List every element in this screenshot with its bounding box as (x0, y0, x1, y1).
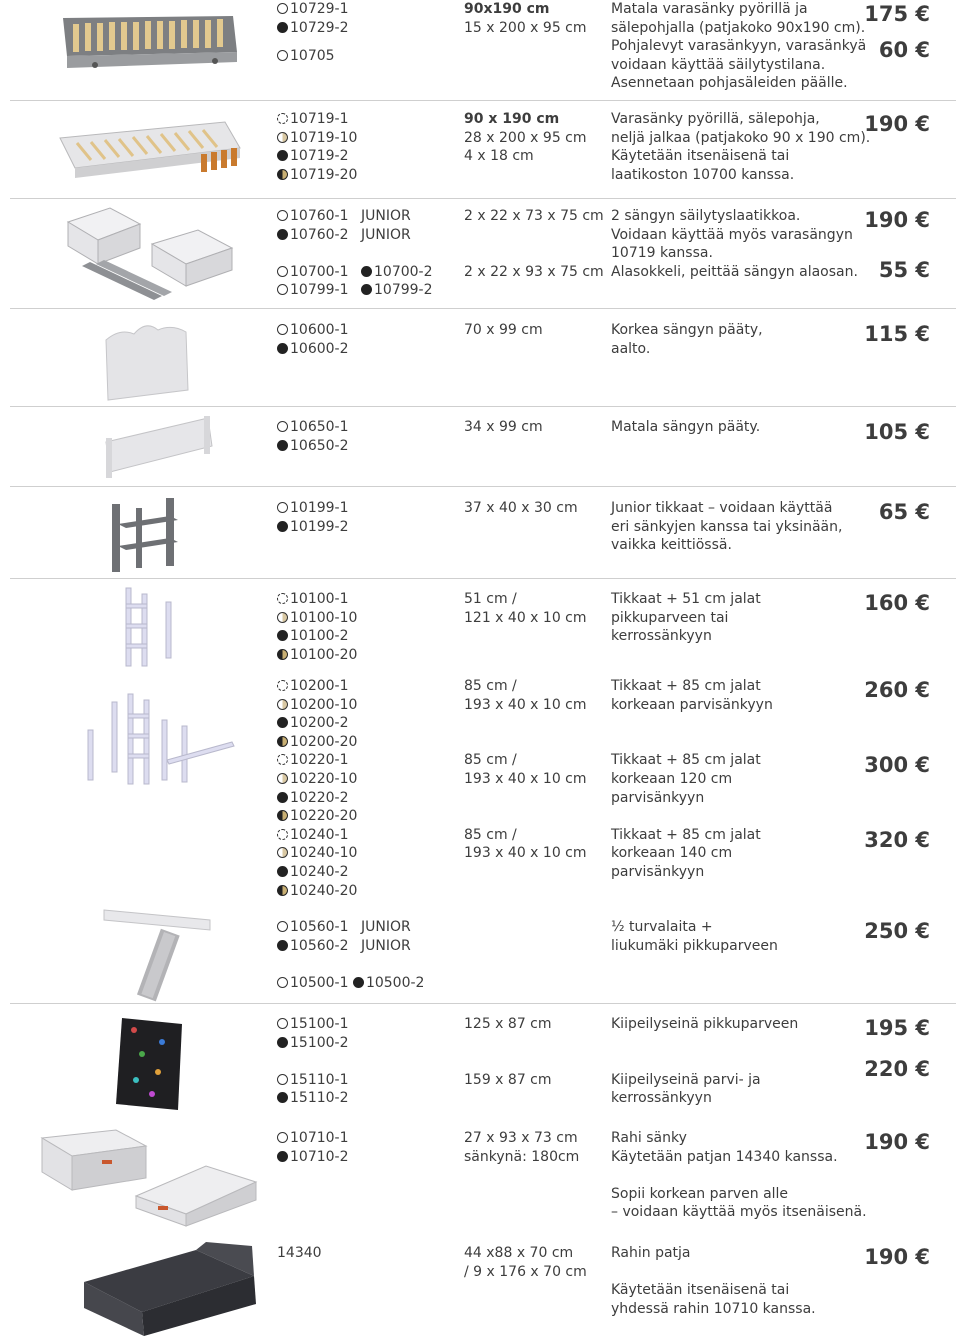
product-codes (277, 110, 357, 184)
code-item (277, 321, 349, 340)
size-line: 193 x 40 x 10 cm (464, 845, 587, 862)
desc-line: 2 sängyn säilytyslaatikkoa. (611, 208, 801, 224)
code-item (277, 882, 357, 901)
product-size (464, 207, 604, 281)
desc-line: Matala varasänky pyörillä ja (611, 1, 808, 17)
product-size (464, 0, 587, 37)
code-item (361, 281, 433, 300)
product-codes (277, 0, 349, 66)
code-label: 15100-2 (290, 1034, 349, 1051)
white-color-icon (277, 266, 288, 277)
white-wood-color-icon (277, 847, 288, 858)
product-description (611, 590, 761, 646)
grey-color-icon (277, 792, 288, 803)
trundle-bed-image (55, 12, 245, 72)
row-divider (10, 406, 956, 407)
product-size (464, 1244, 587, 1281)
code-label: 10705 (290, 48, 335, 65)
code-item (277, 499, 349, 518)
grey-color-icon (277, 866, 288, 877)
code-item (277, 281, 349, 300)
code-label: 10700-2 (374, 263, 433, 280)
white-color-icon (277, 324, 288, 335)
code-item (277, 627, 357, 646)
product-size (464, 590, 587, 627)
code-item (277, 129, 357, 148)
desc-line: Matala sängyn pääty. (611, 419, 761, 435)
desc-line: aalto. (611, 340, 651, 357)
code-item (277, 826, 357, 845)
white-color-icon (277, 502, 288, 513)
desc-line: ½ turvalaita + (611, 919, 713, 935)
desc-line: Asennetaan pohjasäleiden päälle. (611, 75, 848, 92)
high-headboard-image (100, 318, 200, 402)
price: 220 € (864, 1057, 930, 1081)
code-item (277, 437, 349, 456)
size-line: sänkynä: 180cm (464, 1148, 580, 1165)
desc-line: parvisänkyyn (611, 863, 705, 880)
product-description (611, 1244, 816, 1318)
code-label: 10650-2 (290, 437, 349, 454)
price: 115 € (864, 322, 930, 346)
white-color-icon (277, 3, 288, 14)
price: 55 € (878, 258, 930, 282)
grey-color-icon (277, 1092, 288, 1103)
code-label: 10700-1 (290, 263, 349, 280)
grey-wood-color-icon (277, 736, 288, 747)
ottoman-mattress-image (76, 1242, 266, 1338)
code-item (277, 974, 424, 993)
product-description (611, 110, 870, 184)
junior-label: JUNIOR (361, 208, 411, 224)
code-label: 10200-10 (290, 696, 358, 713)
product-codes (277, 1244, 322, 1263)
junior-label: JUNIOR (361, 226, 411, 243)
size-line: 85 cm / (464, 678, 517, 694)
size-line: 193 x 40 x 10 cm (464, 770, 587, 787)
grey-color-icon (353, 977, 364, 988)
product-codes (277, 1129, 349, 1166)
code-label: 10500-1 (290, 974, 349, 991)
code-item (277, 863, 357, 882)
low-footboard-image (100, 412, 220, 484)
row-divider (10, 198, 956, 199)
size-line: 90 x 190 cm (464, 111, 560, 127)
desc-line: vaikka keittiössä. (611, 537, 732, 554)
white-color-icon (277, 1132, 288, 1143)
grey-color-icon (277, 717, 288, 728)
price: 250 € (864, 919, 930, 943)
desc-line: sälepohjalla (patjakoko 90x190 cm). (611, 19, 866, 36)
price: 105 € (864, 420, 930, 444)
price: 65 € (878, 500, 930, 524)
white-color-icon (277, 284, 288, 295)
code-item (277, 789, 357, 808)
price: 300 € (864, 753, 930, 777)
product-codes (277, 418, 349, 455)
desc-line: korkeaan 120 cm (611, 770, 733, 787)
product-size (464, 418, 543, 437)
price: 190 € (864, 112, 930, 136)
junior-step-ladder-image (108, 494, 188, 576)
white-wood-color-icon (277, 699, 288, 710)
desc-line: Tikkaat + 85 cm jalat (611, 678, 761, 694)
code-item (277, 226, 349, 245)
code-item (277, 207, 349, 226)
product-description (611, 499, 842, 555)
desc-line: Kiipeilyseinä parvi- ja (611, 1071, 761, 1088)
white-color-icon (277, 921, 288, 932)
white-wood-color-icon (277, 132, 288, 143)
row-divider (10, 100, 956, 101)
code-label: 10710-2 (290, 1148, 349, 1165)
row-divider (10, 308, 956, 309)
size-line: 121 x 40 x 10 cm (464, 609, 587, 626)
price: 60 € (878, 38, 930, 62)
code-item (277, 646, 357, 665)
price: 195 € (864, 1016, 930, 1040)
code-label: 10240-1 (290, 826, 349, 843)
product-size (464, 499, 578, 518)
product-description (611, 321, 763, 358)
product-codes-secondary (361, 207, 433, 300)
grey-wood-color-icon (277, 810, 288, 821)
code-item (277, 147, 357, 166)
code-label: 15100-1 (290, 1016, 349, 1032)
code-item (277, 714, 357, 733)
code-item (277, 844, 357, 863)
desc-line: Käytetään itsenäisenä tai (611, 1282, 790, 1299)
storage-drawers-image (60, 204, 240, 304)
bed-with-legs-image (55, 110, 245, 190)
grey-color-icon (277, 1151, 288, 1162)
grey-color-icon (277, 521, 288, 532)
desc-line: Tikkaat + 85 cm jalat (611, 826, 761, 843)
desc-line: Alasokkeli, peittää sängyn alaosan. (611, 263, 858, 280)
code-label: 10240-2 (290, 863, 349, 880)
code-label: 10220-10 (290, 770, 358, 787)
code-item (277, 110, 357, 129)
code-label: 10199-1 (290, 500, 349, 516)
code-label: 15110-2 (290, 1090, 349, 1107)
product-size (464, 1129, 579, 1166)
code-item (277, 1015, 349, 1034)
price: 190 € (864, 1130, 930, 1154)
code-item (277, 47, 349, 66)
size-line: 90x190 cm (464, 1, 550, 17)
product-codes (277, 677, 357, 900)
code-item (277, 1148, 349, 1167)
size-line: 85 cm / (464, 752, 517, 769)
desc-line: neljä jalkaa (patjakoko 90 x 190 cm). (611, 129, 871, 146)
code-label: 10760-1 (290, 208, 349, 224)
desc-line: Rahin patja (611, 1245, 691, 1261)
grey-color-icon (277, 150, 288, 161)
code-label: 10729-1 (290, 1, 349, 17)
product-description (611, 0, 866, 93)
code-label: 10220-1 (290, 752, 349, 769)
grey-color-icon (277, 440, 288, 451)
code-item (277, 19, 349, 38)
code-item (277, 751, 357, 770)
code-label: 10199-2 (290, 518, 349, 535)
desc-line: 10719 kanssa. (611, 245, 713, 262)
code-label: 10719-10 (290, 129, 358, 146)
desc-line: kerrossänkyyn (611, 1090, 712, 1107)
desc-line: – voidaan käyttää myös itsenäisenä. (611, 1204, 867, 1221)
code-label: 10100-10 (290, 609, 358, 626)
size-line: 28 x 200 x 95 cm (464, 129, 587, 146)
product-description (611, 677, 773, 882)
code-label: 10600-2 (290, 340, 349, 357)
code-item (277, 590, 357, 609)
code-label: 10799-2 (374, 282, 433, 299)
product-size (464, 1015, 552, 1089)
grey-color-icon (361, 284, 372, 295)
row-divider (10, 1003, 956, 1004)
code-label: 10100-1 (290, 591, 349, 607)
size-line: 34 x 99 cm (464, 419, 543, 435)
code-label: 10799-1 (290, 282, 349, 299)
code-label: 10100-2 (290, 628, 349, 645)
product-description (611, 1129, 867, 1222)
code-label: 10220-2 (290, 789, 349, 806)
junior-label: JUNIOR (361, 937, 411, 954)
code-label: 10600-1 (290, 322, 349, 338)
code-label: 10719-20 (290, 166, 358, 183)
desc-line: Rahi sänky (611, 1130, 687, 1146)
product-description (611, 918, 778, 955)
ladder-85cm-image (82, 690, 242, 790)
climbing-wall-image (112, 1014, 192, 1114)
product-size (464, 677, 587, 863)
desc-line: liukumäki pikkuparveen (611, 937, 778, 954)
product-codes (277, 1015, 349, 1108)
code-item (361, 263, 433, 282)
product-codes (277, 321, 349, 358)
product-codes (277, 207, 349, 300)
desc-line: Kiipeilyseinä pikkuparveen (611, 1016, 799, 1032)
product-size (464, 321, 543, 340)
code-item (277, 1089, 349, 1108)
price: 190 € (864, 208, 930, 232)
size-line: 37 x 40 x 30 cm (464, 500, 578, 516)
size-line: 125 x 87 cm (464, 1016, 552, 1032)
white-color-icon (277, 977, 288, 988)
size-line: 15 x 200 x 95 cm (464, 19, 587, 36)
code-label: 10729-2 (290, 19, 349, 36)
desc-line: laatikoston 10700 kanssa. (611, 166, 795, 183)
code-label: 10220-20 (290, 808, 358, 825)
code-item (277, 166, 357, 185)
code-label: 10650-1 (290, 419, 349, 435)
code-item (277, 1071, 349, 1090)
code-item (277, 733, 357, 752)
code-item (277, 696, 357, 715)
desc-line: eri sänkyjen kanssa tai yksinään, (611, 518, 843, 535)
white-color-icon (277, 113, 288, 124)
code-item (277, 609, 357, 628)
desc-line: Korkea sängyn pääty, (611, 322, 763, 338)
code-label: 10500-2 (365, 974, 425, 991)
desc-line: Voidaan käyttää myös varasängyn (611, 226, 853, 243)
price: 320 € (864, 828, 930, 852)
price: 175 € (864, 2, 930, 26)
code-item (277, 677, 357, 696)
white-color-icon (277, 754, 288, 765)
code-label: 10719-1 (290, 111, 349, 127)
code-item (277, 418, 349, 437)
size-line: 2 x 22 x 73 x 75 cm (464, 208, 604, 224)
desc-line: Tikkaat + 85 cm jalat (611, 752, 761, 769)
code-item (277, 1129, 349, 1148)
code-label: 15110-1 (290, 1071, 349, 1088)
code-label: 10240-10 (290, 845, 358, 862)
code-item (277, 770, 357, 789)
desc-line: parvisänkyyn (611, 789, 705, 806)
row-divider (10, 578, 956, 579)
code-item (277, 263, 349, 282)
grey-wood-color-icon (277, 885, 288, 896)
slide-image (100, 906, 220, 1002)
code-label: 10200-20 (290, 733, 358, 750)
size-line: 193 x 40 x 10 cm (464, 696, 587, 713)
product-description (611, 207, 858, 281)
code-label: 14340 (277, 1245, 322, 1261)
white-wood-color-icon (277, 612, 288, 623)
code-label: 10760-2 (290, 226, 349, 243)
size-line: 159 x 87 cm (464, 1071, 552, 1088)
desc-line: Tikkaat + 51 cm jalat (611, 591, 761, 607)
desc-line: Käytetään itsenäisenä tai (611, 148, 790, 165)
desc-line: voidaan käyttää säilytystilana. (611, 56, 826, 73)
price: 160 € (864, 591, 930, 615)
grey-color-icon (361, 266, 372, 277)
grey-color-icon (277, 630, 288, 641)
product-codes (277, 499, 349, 536)
product-codes (277, 590, 357, 664)
white-color-icon (277, 680, 288, 691)
grey-color-icon (277, 940, 288, 951)
desc-line: Pohjalevyt varasänkyyn, varasänkyä (611, 38, 867, 55)
code-label: 10560-1 (290, 919, 349, 935)
code-label: 10710-1 (290, 1130, 349, 1146)
desc-line: Junior tikkaat – voidaan käyttää (611, 500, 833, 516)
product-description (611, 1015, 798, 1108)
code-item (277, 807, 357, 826)
white-color-icon (277, 1018, 288, 1029)
size-line: / 9 x 176 x 70 cm (464, 1263, 587, 1280)
grey-color-icon (277, 343, 288, 354)
desc-line: Varasänky pyörillä, sälepohja, (611, 111, 820, 127)
grey-color-icon (277, 22, 288, 33)
product-codes-secondary (361, 918, 411, 955)
white-color-icon (277, 1074, 288, 1085)
white-wood-color-icon (277, 773, 288, 784)
product-description (611, 418, 760, 437)
size-line: 44 x88 x 70 cm (464, 1245, 574, 1261)
desc-line: pikkuparveen tai (611, 609, 729, 626)
price: 260 € (864, 678, 930, 702)
code-label: 10719-2 (290, 148, 349, 165)
code-label: 10240-20 (290, 882, 358, 899)
grey-color-icon (277, 1037, 288, 1048)
code-item (277, 0, 349, 19)
desc-line: yhdessä rahin 10710 kanssa. (611, 1300, 816, 1317)
ottoman-bed-image (36, 1126, 266, 1228)
junior-label: JUNIOR (361, 919, 411, 935)
desc-line: Käytetään patjan 14340 kanssa. (611, 1148, 838, 1165)
desc-line: Sopii korkean parven alle (611, 1185, 789, 1202)
grey-wood-color-icon (277, 169, 288, 180)
size-line: 27 x 93 x 73 cm (464, 1130, 578, 1146)
white-color-icon (277, 593, 288, 604)
size-line: 2 x 22 x 93 x 75 cm (464, 263, 604, 280)
code-item (277, 518, 349, 537)
code-label: 10100-20 (290, 646, 358, 663)
code-label: 10200-2 (290, 715, 349, 732)
white-color-icon (277, 829, 288, 840)
code-label: 10560-2 (290, 937, 349, 954)
grey-color-icon (277, 229, 288, 240)
white-color-icon (277, 50, 288, 61)
code-label: 10200-1 (290, 678, 349, 694)
size-line: 85 cm / (464, 826, 517, 843)
desc-line: korkeaan 140 cm (611, 845, 733, 862)
code-item (277, 340, 349, 359)
row-divider (10, 486, 956, 487)
size-line: 51 cm / (464, 591, 517, 607)
grey-wood-color-icon (277, 649, 288, 660)
desc-line: kerrossänkyyn (611, 628, 712, 645)
desc-line: korkeaan parvisänkyyn (611, 696, 773, 713)
ladder-51cm-image (118, 584, 188, 670)
price: 190 € (864, 1245, 930, 1269)
code-item (277, 1034, 349, 1053)
white-color-icon (277, 210, 288, 221)
white-color-icon (277, 421, 288, 432)
product-size (464, 110, 587, 166)
size-line: 4 x 18 cm (464, 148, 534, 165)
size-line: 70 x 99 cm (464, 322, 543, 338)
